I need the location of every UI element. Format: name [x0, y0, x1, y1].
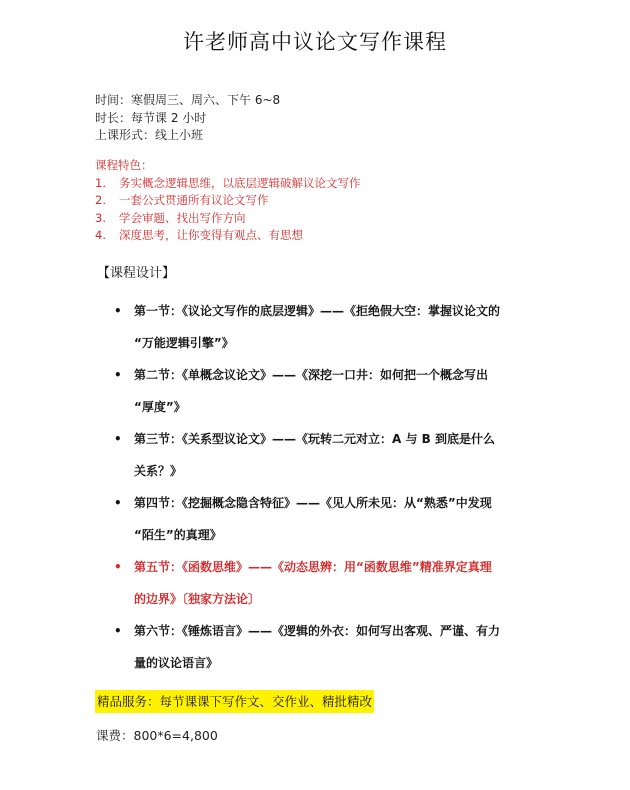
lesson-item — [112, 295, 542, 359]
lesson-list — [112, 295, 542, 679]
bullet-icon: • — [114, 368, 122, 382]
feature-number: 1. — [95, 175, 106, 190]
bullet-icon: • — [114, 560, 122, 574]
bullet-icon: • — [114, 432, 122, 446]
course-info — [95, 92, 280, 145]
lesson-line-1: 第四节：《挖掘概念隐含特征》——《见人所未见：从“熟悉”中发现 — [134, 496, 492, 510]
lesson-line-1: 第六节：《锤炼语言》——《逻辑的外衣：如何写出客观、严谨、有力 — [134, 624, 501, 638]
course-fee: 课费：800*6=4,800 — [96, 728, 218, 743]
lesson-item — [112, 615, 542, 679]
lesson-item — [112, 487, 542, 551]
lesson-item — [112, 359, 542, 423]
feature-number: 2. — [95, 193, 106, 207]
feature-text: 深度思考，让你变得有观点、有思想 — [119, 228, 303, 242]
feature-item — [95, 175, 361, 193]
lesson-item — [112, 423, 542, 487]
lesson-line-2: “万能逻辑引擎”》 — [134, 336, 234, 350]
lesson-line-2: 量的议论语言》 — [134, 656, 219, 670]
lesson-line-1: 第五节：《函数思维》——《动态思辨：用“函数思维”精准界定真理 — [134, 560, 492, 574]
bullet-icon: • — [114, 304, 122, 318]
lesson-line-2: 的边界》〔独家方法论〕 — [134, 592, 261, 606]
lesson-line-1: 第三节：《关系型议论文》——《玩转二元对立：A 与 B 到底是什么 — [134, 432, 495, 446]
feature-text: 学会审题、找出写作方向 — [119, 210, 246, 225]
features-heading: 课程特色： — [95, 158, 153, 172]
feature-number: 4. — [95, 228, 106, 242]
feature-number: 3. — [95, 210, 106, 225]
course-features — [95, 157, 361, 245]
course-format: 上课形式：线上小班 — [95, 128, 204, 142]
lesson-item-highlighted — [112, 551, 542, 615]
feature-item — [95, 192, 361, 210]
premium-service-note: 精品服务：每节课课下写作文、交作业、精批精改 — [95, 690, 374, 713]
lesson-line-2: “厚度”》 — [134, 400, 186, 414]
lesson-line-2: 关系？》 — [134, 464, 183, 478]
lesson-line-1: 第二节：《单概念议论文》——《深挖一口井：如何把一个概念写出 — [134, 368, 489, 382]
course-time: 时间：寒假周三、周六、下午 6~8 — [95, 93, 281, 107]
page-title: 许老师高中议论文写作课程 — [183, 30, 447, 54]
lesson-line-1: 第一节：《议论文写作的底层逻辑》——《拒绝假大空：掌握议论文的 — [134, 304, 501, 318]
course-duration: 时长：每节课 2 小时 — [95, 110, 207, 125]
lesson-line-2: “陌生”的真理》 — [134, 528, 222, 542]
bullet-icon: • — [114, 624, 122, 638]
feature-text: 一套公式贯通所有议论文写作 — [119, 193, 269, 207]
feature-item — [95, 227, 361, 245]
feature-text: 务实概念逻辑思维，以底层逻辑破解议论文写作 — [119, 175, 361, 190]
course-design-heading: 【课程设计】 — [97, 266, 176, 281]
feature-item — [95, 210, 361, 228]
bullet-icon: • — [114, 496, 122, 510]
